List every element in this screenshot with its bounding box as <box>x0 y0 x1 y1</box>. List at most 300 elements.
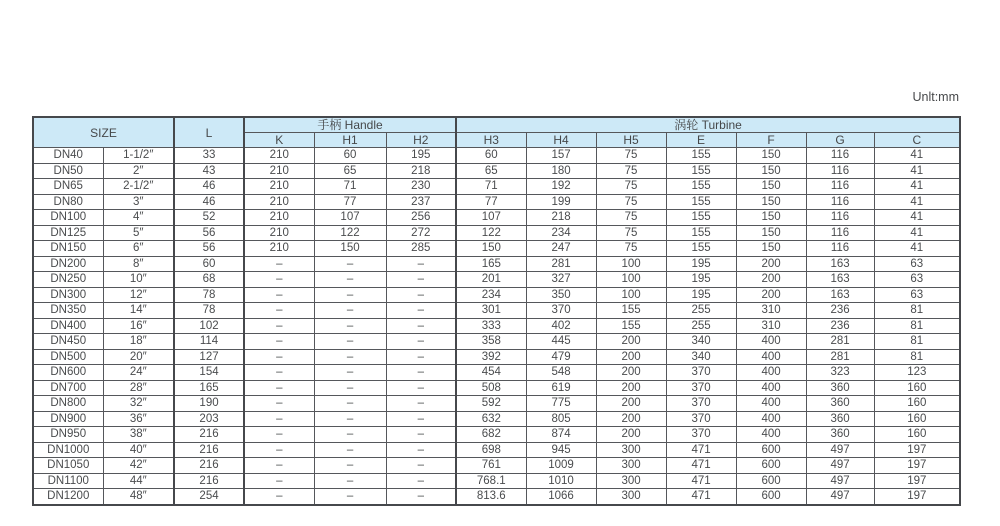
cell-h1-row13: – <box>314 349 386 365</box>
cell-k-row6: 210 <box>244 241 314 257</box>
cell-h1-row4: 107 <box>314 210 386 226</box>
cell-h5-row7: 100 <box>596 256 666 272</box>
cell-h4-row16: 775 <box>526 396 596 412</box>
cell-inch-row15: 28″ <box>103 380 174 396</box>
cell-h3-row19: 698 <box>456 442 526 458</box>
cell-g-row3: 116 <box>806 194 874 210</box>
cell-e-row3: 155 <box>666 194 736 210</box>
cell-h4-row0: 157 <box>526 148 596 164</box>
cell-f-row0: 150 <box>736 148 806 164</box>
cell-e-row20: 471 <box>666 458 736 474</box>
cell-h4-row1: 180 <box>526 163 596 179</box>
table-row <box>33 272 960 288</box>
cell-e-row22: 471 <box>666 489 736 505</box>
cell-h4-row12: 445 <box>526 334 596 350</box>
cell-h3-row13: 392 <box>456 349 526 365</box>
cell-inch-row1: 2″ <box>103 163 174 179</box>
cell-h3-row6: 150 <box>456 241 526 257</box>
cell-l-row20: 216 <box>174 458 244 474</box>
cell-h4-row4: 218 <box>526 210 596 226</box>
cell-f-row2: 150 <box>736 179 806 195</box>
cell-inch-row17: 36″ <box>103 411 174 427</box>
cell-l-row14: 154 <box>174 365 244 381</box>
cell-l-row18: 216 <box>174 427 244 443</box>
cell-l-row11: 102 <box>174 318 244 334</box>
cell-dn-row15: DN700 <box>33 380 103 396</box>
header-c: C <box>874 133 960 148</box>
cell-l-row19: 216 <box>174 442 244 458</box>
spec-table-body <box>33 148 960 505</box>
cell-k-row16: – <box>244 396 314 412</box>
cell-h4-row21: 1010 <box>526 473 596 489</box>
cell-h4-row14: 548 <box>526 365 596 381</box>
cell-k-row4: 210 <box>244 210 314 226</box>
cell-e-row16: 370 <box>666 396 736 412</box>
cell-g-row17: 360 <box>806 411 874 427</box>
cell-f-row19: 600 <box>736 442 806 458</box>
cell-k-row12: – <box>244 334 314 350</box>
table-row <box>33 427 960 443</box>
cell-c-row19: 197 <box>874 442 960 458</box>
cell-h5-row8: 100 <box>596 272 666 288</box>
cell-c-row1: 41 <box>874 163 960 179</box>
cell-h5-row11: 155 <box>596 318 666 334</box>
cell-h3-row15: 508 <box>456 380 526 396</box>
cell-h5-row16: 200 <box>596 396 666 412</box>
cell-h1-row10: – <box>314 303 386 319</box>
cell-g-row19: 497 <box>806 442 874 458</box>
cell-c-row14: 123 <box>874 365 960 381</box>
cell-h1-row15: – <box>314 380 386 396</box>
cell-inch-row7: 8″ <box>103 256 174 272</box>
cell-e-row18: 370 <box>666 427 736 443</box>
cell-e-row12: 340 <box>666 334 736 350</box>
table-row <box>33 334 960 350</box>
table-row <box>33 163 960 179</box>
cell-l-row22: 254 <box>174 489 244 505</box>
cell-c-row9: 63 <box>874 287 960 303</box>
spec-table-head <box>33 117 960 148</box>
cell-e-row7: 195 <box>666 256 736 272</box>
cell-l-row1: 43 <box>174 163 244 179</box>
cell-h3-row10: 301 <box>456 303 526 319</box>
cell-h5-row15: 200 <box>596 380 666 396</box>
cell-c-row8: 63 <box>874 272 960 288</box>
cell-h5-row6: 75 <box>596 241 666 257</box>
cell-g-row2: 116 <box>806 179 874 195</box>
cell-h4-row20: 1009 <box>526 458 596 474</box>
cell-h4-row13: 479 <box>526 349 596 365</box>
cell-h1-row17: – <box>314 411 386 427</box>
cell-dn-row12: DN450 <box>33 334 103 350</box>
cell-h1-row6: 150 <box>314 241 386 257</box>
cell-g-row18: 360 <box>806 427 874 443</box>
cell-g-row21: 497 <box>806 473 874 489</box>
cell-k-row19: – <box>244 442 314 458</box>
cell-f-row1: 150 <box>736 163 806 179</box>
cell-g-row1: 116 <box>806 163 874 179</box>
cell-g-row15: 360 <box>806 380 874 396</box>
header-h2: H2 <box>386 133 456 148</box>
cell-dn-row6: DN150 <box>33 241 103 257</box>
header-g: G <box>806 133 874 148</box>
table-row <box>33 256 960 272</box>
header-h3: H3 <box>456 133 526 148</box>
cell-f-row10: 310 <box>736 303 806 319</box>
cell-h4-row22: 1066 <box>526 489 596 505</box>
cell-h5-row4: 75 <box>596 210 666 226</box>
cell-h2-row3: 237 <box>386 194 456 210</box>
cell-k-row17: – <box>244 411 314 427</box>
cell-k-row5: 210 <box>244 225 314 241</box>
cell-f-row18: 400 <box>736 427 806 443</box>
cell-dn-row0: DN40 <box>33 148 103 164</box>
cell-g-row11: 236 <box>806 318 874 334</box>
cell-h4-row5: 234 <box>526 225 596 241</box>
cell-h3-row18: 682 <box>456 427 526 443</box>
cell-inch-row20: 42″ <box>103 458 174 474</box>
cell-dn-row8: DN250 <box>33 272 103 288</box>
cell-c-row18: 160 <box>874 427 960 443</box>
cell-h2-row21: – <box>386 473 456 489</box>
cell-h4-row19: 945 <box>526 442 596 458</box>
cell-f-row11: 310 <box>736 318 806 334</box>
cell-c-row21: 197 <box>874 473 960 489</box>
cell-h2-row17: – <box>386 411 456 427</box>
cell-k-row1: 210 <box>244 163 314 179</box>
cell-h5-row13: 200 <box>596 349 666 365</box>
table-row <box>33 365 960 381</box>
header-turbine-group: 涡轮 Turbine <box>456 117 960 133</box>
cell-h3-row5: 122 <box>456 225 526 241</box>
cell-k-row21: – <box>244 473 314 489</box>
cell-c-row3: 41 <box>874 194 960 210</box>
cell-h5-row1: 75 <box>596 163 666 179</box>
cell-c-row4: 41 <box>874 210 960 226</box>
cell-f-row22: 600 <box>736 489 806 505</box>
cell-k-row11: – <box>244 318 314 334</box>
cell-h1-row5: 122 <box>314 225 386 241</box>
cell-h4-row3: 199 <box>526 194 596 210</box>
cell-c-row17: 160 <box>874 411 960 427</box>
cell-l-row0: 33 <box>174 148 244 164</box>
table-row <box>33 380 960 396</box>
cell-h2-row19: – <box>386 442 456 458</box>
cell-c-row5: 41 <box>874 225 960 241</box>
cell-c-row20: 197 <box>874 458 960 474</box>
cell-dn-row21: DN1100 <box>33 473 103 489</box>
cell-h1-row3: 77 <box>314 194 386 210</box>
cell-h5-row5: 75 <box>596 225 666 241</box>
cell-h1-row21: – <box>314 473 386 489</box>
header-h4: H4 <box>526 133 596 148</box>
cell-dn-row10: DN350 <box>33 303 103 319</box>
cell-c-row12: 81 <box>874 334 960 350</box>
cell-l-row8: 68 <box>174 272 244 288</box>
cell-l-row9: 78 <box>174 287 244 303</box>
cell-e-row17: 370 <box>666 411 736 427</box>
cell-e-row14: 370 <box>666 365 736 381</box>
cell-c-row16: 160 <box>874 396 960 412</box>
cell-l-row4: 52 <box>174 210 244 226</box>
cell-k-row9: – <box>244 287 314 303</box>
cell-e-row21: 471 <box>666 473 736 489</box>
cell-h3-row8: 201 <box>456 272 526 288</box>
cell-h2-row7: – <box>386 256 456 272</box>
cell-c-row6: 41 <box>874 241 960 257</box>
cell-g-row0: 116 <box>806 148 874 164</box>
cell-f-row20: 600 <box>736 458 806 474</box>
header-h1: H1 <box>314 133 386 148</box>
cell-l-row16: 190 <box>174 396 244 412</box>
cell-c-row0: 41 <box>874 148 960 164</box>
cell-h3-row4: 107 <box>456 210 526 226</box>
cell-h5-row19: 300 <box>596 442 666 458</box>
cell-e-row13: 340 <box>666 349 736 365</box>
cell-dn-row19: DN1000 <box>33 442 103 458</box>
cell-h1-row20: – <box>314 458 386 474</box>
cell-k-row20: – <box>244 458 314 474</box>
cell-h2-row1: 218 <box>386 163 456 179</box>
cell-h2-row22: – <box>386 489 456 505</box>
cell-k-row7: – <box>244 256 314 272</box>
cell-k-row0: 210 <box>244 148 314 164</box>
cell-e-row6: 155 <box>666 241 736 257</box>
cell-c-row11: 81 <box>874 318 960 334</box>
header-group-row <box>33 117 960 133</box>
table-row <box>33 303 960 319</box>
table-row <box>33 396 960 412</box>
cell-l-row7: 60 <box>174 256 244 272</box>
cell-h3-row11: 333 <box>456 318 526 334</box>
cell-h3-row21: 768.1 <box>456 473 526 489</box>
cell-h2-row6: 285 <box>386 241 456 257</box>
cell-l-row21: 216 <box>174 473 244 489</box>
cell-dn-row13: DN500 <box>33 349 103 365</box>
table-row <box>33 458 960 474</box>
cell-h1-row18: – <box>314 427 386 443</box>
cell-dn-row18: DN950 <box>33 427 103 443</box>
cell-f-row16: 400 <box>736 396 806 412</box>
table-row <box>33 210 960 226</box>
cell-dn-row20: DN1050 <box>33 458 103 474</box>
cell-h5-row17: 200 <box>596 411 666 427</box>
cell-e-row2: 155 <box>666 179 736 195</box>
cell-g-row14: 323 <box>806 365 874 381</box>
cell-inch-row2: 2-1/2″ <box>103 179 174 195</box>
cell-h1-row12: – <box>314 334 386 350</box>
cell-inch-row0: 1-1/2″ <box>103 148 174 164</box>
cell-h1-row9: – <box>314 287 386 303</box>
header-handle-group: 手柄 Handle <box>244 117 456 133</box>
cell-h2-row15: – <box>386 380 456 396</box>
table-row <box>33 194 960 210</box>
cell-e-row0: 155 <box>666 148 736 164</box>
cell-h1-row8: – <box>314 272 386 288</box>
cell-g-row12: 281 <box>806 334 874 350</box>
cell-inch-row8: 10″ <box>103 272 174 288</box>
cell-k-row22: – <box>244 489 314 505</box>
cell-l-row13: 127 <box>174 349 244 365</box>
cell-g-row20: 497 <box>806 458 874 474</box>
cell-h1-row22: – <box>314 489 386 505</box>
cell-h3-row16: 592 <box>456 396 526 412</box>
cell-dn-row9: DN300 <box>33 287 103 303</box>
cell-h3-row14: 454 <box>456 365 526 381</box>
cell-e-row8: 195 <box>666 272 736 288</box>
cell-f-row8: 200 <box>736 272 806 288</box>
cell-h3-row9: 234 <box>456 287 526 303</box>
cell-h4-row10: 370 <box>526 303 596 319</box>
cell-h2-row10: – <box>386 303 456 319</box>
cell-k-row8: – <box>244 272 314 288</box>
cell-h2-row12: – <box>386 334 456 350</box>
cell-f-row3: 150 <box>736 194 806 210</box>
table-row <box>33 349 960 365</box>
cell-l-row6: 56 <box>174 241 244 257</box>
cell-k-row14: – <box>244 365 314 381</box>
cell-c-row2: 41 <box>874 179 960 195</box>
cell-l-row3: 46 <box>174 194 244 210</box>
cell-h2-row0: 195 <box>386 148 456 164</box>
cell-h4-row11: 402 <box>526 318 596 334</box>
cell-inch-row5: 5″ <box>103 225 174 241</box>
table-row <box>33 241 960 257</box>
cell-f-row12: 400 <box>736 334 806 350</box>
unit-label: Unlt:mm <box>912 90 959 104</box>
cell-inch-row21: 44″ <box>103 473 174 489</box>
cell-f-row17: 400 <box>736 411 806 427</box>
cell-g-row9: 163 <box>806 287 874 303</box>
cell-c-row7: 63 <box>874 256 960 272</box>
cell-c-row15: 160 <box>874 380 960 396</box>
cell-h1-row0: 60 <box>314 148 386 164</box>
cell-h2-row9: – <box>386 287 456 303</box>
cell-dn-row22: DN1200 <box>33 489 103 505</box>
header-l: L <box>174 117 244 148</box>
cell-f-row13: 400 <box>736 349 806 365</box>
cell-h5-row22: 300 <box>596 489 666 505</box>
cell-g-row7: 163 <box>806 256 874 272</box>
cell-g-row22: 497 <box>806 489 874 505</box>
cell-h3-row7: 165 <box>456 256 526 272</box>
cell-h4-row6: 247 <box>526 241 596 257</box>
cell-l-row15: 165 <box>174 380 244 396</box>
cell-inch-row9: 12″ <box>103 287 174 303</box>
cell-inch-row18: 38″ <box>103 427 174 443</box>
cell-dn-row17: DN900 <box>33 411 103 427</box>
cell-k-row2: 210 <box>244 179 314 195</box>
table-row <box>33 287 960 303</box>
cell-h2-row2: 230 <box>386 179 456 195</box>
cell-h2-row18: – <box>386 427 456 443</box>
cell-h5-row21: 300 <box>596 473 666 489</box>
table-row <box>33 318 960 334</box>
cell-inch-row12: 18″ <box>103 334 174 350</box>
cell-inch-row16: 32″ <box>103 396 174 412</box>
cell-l-row2: 46 <box>174 179 244 195</box>
cell-k-row15: – <box>244 380 314 396</box>
cell-h3-row3: 77 <box>456 194 526 210</box>
cell-h2-row11: – <box>386 318 456 334</box>
cell-h5-row12: 200 <box>596 334 666 350</box>
cell-f-row4: 150 <box>736 210 806 226</box>
cell-e-row19: 471 <box>666 442 736 458</box>
table-row <box>33 179 960 195</box>
table-row <box>33 225 960 241</box>
cell-g-row13: 281 <box>806 349 874 365</box>
cell-c-row22: 197 <box>874 489 960 505</box>
cell-h2-row14: – <box>386 365 456 381</box>
cell-h4-row7: 281 <box>526 256 596 272</box>
cell-h1-row14: – <box>314 365 386 381</box>
cell-dn-row11: DN400 <box>33 318 103 334</box>
header-size: SIZE <box>33 117 174 148</box>
cell-l-row10: 78 <box>174 303 244 319</box>
cell-e-row10: 255 <box>666 303 736 319</box>
cell-g-row10: 236 <box>806 303 874 319</box>
cell-inch-row11: 16″ <box>103 318 174 334</box>
cell-h3-row0: 60 <box>456 148 526 164</box>
cell-h1-row11: – <box>314 318 386 334</box>
cell-e-row5: 155 <box>666 225 736 241</box>
cell-h3-row12: 358 <box>456 334 526 350</box>
cell-dn-row1: DN50 <box>33 163 103 179</box>
cell-c-row10: 81 <box>874 303 960 319</box>
cell-h4-row15: 619 <box>526 380 596 396</box>
cell-h2-row4: 256 <box>386 210 456 226</box>
cell-h5-row0: 75 <box>596 148 666 164</box>
cell-h4-row8: 327 <box>526 272 596 288</box>
cell-k-row18: – <box>244 427 314 443</box>
cell-k-row10: – <box>244 303 314 319</box>
cell-dn-row16: DN800 <box>33 396 103 412</box>
cell-h3-row22: 813.6 <box>456 489 526 505</box>
cell-h5-row18: 200 <box>596 427 666 443</box>
cell-h2-row8: – <box>386 272 456 288</box>
header-e: E <box>666 133 736 148</box>
cell-k-row13: – <box>244 349 314 365</box>
cell-inch-row10: 14″ <box>103 303 174 319</box>
cell-e-row1: 155 <box>666 163 736 179</box>
cell-f-row14: 400 <box>736 365 806 381</box>
cell-e-row9: 195 <box>666 287 736 303</box>
cell-h5-row10: 155 <box>596 303 666 319</box>
cell-h2-row5: 272 <box>386 225 456 241</box>
cell-f-row7: 200 <box>736 256 806 272</box>
cell-h3-row2: 71 <box>456 179 526 195</box>
cell-dn-row7: DN200 <box>33 256 103 272</box>
cell-inch-row19: 40″ <box>103 442 174 458</box>
cell-e-row11: 255 <box>666 318 736 334</box>
spec-table <box>32 116 961 506</box>
cell-h3-row1: 65 <box>456 163 526 179</box>
cell-k-row3: 210 <box>244 194 314 210</box>
cell-g-row5: 116 <box>806 225 874 241</box>
cell-e-row4: 155 <box>666 210 736 226</box>
cell-h1-row19: – <box>314 442 386 458</box>
cell-dn-row14: DN600 <box>33 365 103 381</box>
cell-g-row6: 116 <box>806 241 874 257</box>
cell-h4-row2: 192 <box>526 179 596 195</box>
cell-f-row6: 150 <box>736 241 806 257</box>
cell-h2-row13: – <box>386 349 456 365</box>
cell-h4-row9: 350 <box>526 287 596 303</box>
cell-h2-row20: – <box>386 458 456 474</box>
cell-h5-row9: 100 <box>596 287 666 303</box>
cell-inch-row14: 24″ <box>103 365 174 381</box>
header-k: K <box>244 133 314 148</box>
